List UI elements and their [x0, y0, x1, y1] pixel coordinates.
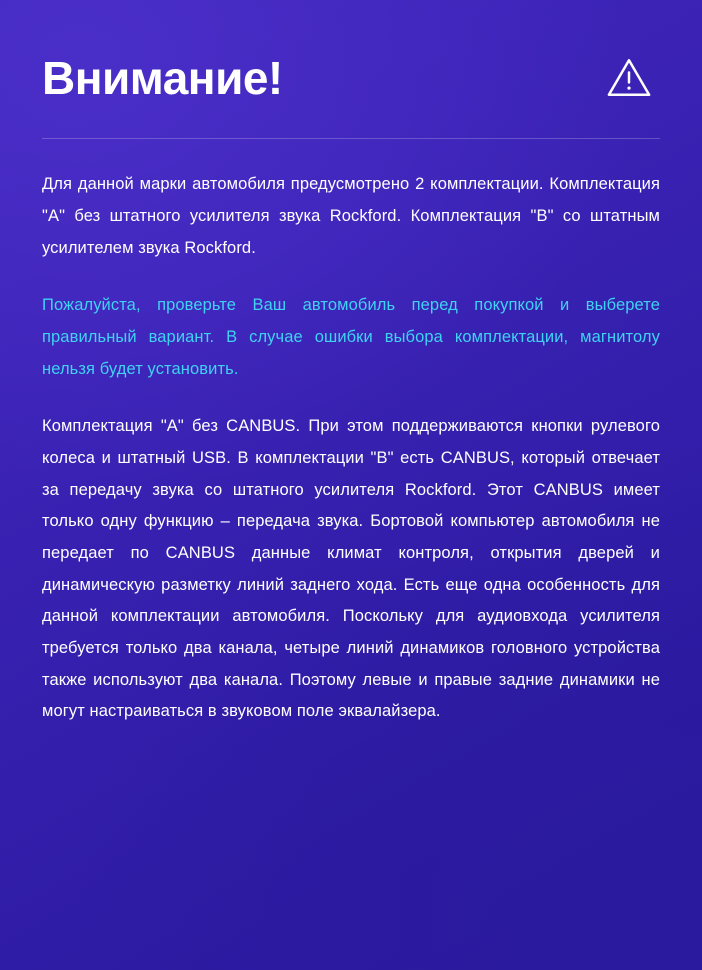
notice-body	[42, 169, 660, 728]
paragraph-intro: Для данной марки автомобиля предусмотрено 2 комплектации. Комплектация "A" без штатного усилителя звука Rockford. Комплектация "B" со штатным усилителем звука Rockford.	[42, 175, 660, 257]
paragraph-details: Комплектация "A" без CANBUS. При этом поддерживаются кнопки рулевого колеса и штатный USB. В комплектации "B" есть CANBUS, который отвечает за передачу звука со штатного усилителя Rockford. Этот CANBUS имеет только одну функцию – передача звука. Бортовой компьютер автомобиля не передает по CANBUS данные климат контроля, открытия дверей и динамическую разметку линий заднего хода. Есть еще одна особенность для данной комплектации автомобиля. Поскольку для аудиовхода усилителя требуется только два канала, четыре линий динамиков головного устройства также используют два канала. Поэтому левые и правые задние динамики не могут настраиваться в звуковом поле эквалайзера.	[42, 417, 660, 721]
page-title: Внимание!	[42, 52, 283, 104]
paragraph-notice: Пожалуйста, проверьте Ваш автомобиль перед покупкой и выберете правильный вариант. В случае ошибки выбора комплектации, магнитолу нельзя будет установить.	[42, 296, 660, 378]
page-header	[42, 40, 660, 102]
warning-triangle-icon	[606, 55, 652, 101]
header-divider	[42, 138, 660, 139]
